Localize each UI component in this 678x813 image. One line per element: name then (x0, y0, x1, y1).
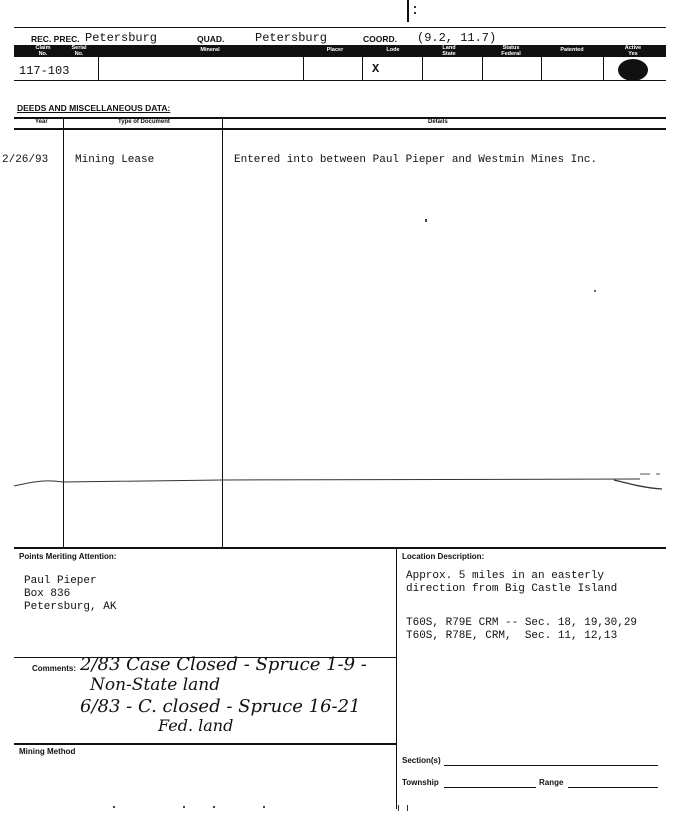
comment-handwriting: Non-State land (90, 675, 221, 695)
row-divider (422, 57, 423, 80)
sections-line[interactable] (444, 765, 658, 766)
location-desc-line: direction from Big Castle Island (406, 583, 618, 595)
mining-method-label: Mining Method (19, 747, 76, 756)
speck (113, 806, 115, 808)
deeds-header-rule (14, 128, 666, 130)
quad-label: QUAD. (197, 34, 225, 44)
comment-handwriting: 6/83 - C. closed - Spruce 16-21 (80, 696, 361, 717)
row-divider (98, 57, 99, 80)
col-year: Year (35, 119, 48, 125)
deed-year: 2/26/93 (2, 154, 49, 166)
rec-prec-label: REC. PREC. (31, 34, 80, 44)
row-divider (541, 57, 542, 80)
claim-serial-value: 117-103 (19, 64, 70, 78)
location-desc-line: Approx. 5 miles in an easterly (406, 570, 605, 582)
township-line[interactable] (444, 787, 536, 788)
speck (414, 6, 416, 8)
col-placer: Placer (326, 47, 344, 53)
col-details: Details (428, 119, 448, 125)
speck (183, 806, 185, 808)
fold-line (0, 470, 678, 494)
location-legal-line: T60S, R78E, CRM, Sec. 11, 12,13 (406, 630, 618, 642)
points-label: Points Meriting Attention: (19, 552, 117, 561)
col-active: Active Yes (624, 45, 642, 57)
speck (594, 290, 596, 292)
col-mineral: Mineral (200, 47, 220, 53)
header-top-rule (14, 27, 666, 28)
range-label: Range (539, 778, 564, 787)
quad-value: Petersburg (255, 31, 328, 45)
location-label: Location Description: (402, 552, 485, 561)
coord-label: COORD. (363, 34, 397, 44)
record-row-bottom (14, 80, 666, 81)
speck (213, 806, 215, 808)
binding-mark (407, 0, 409, 22)
location-legal-line: T60S, R79E CRM -- Sec. 18, 19,30,29 (406, 617, 638, 629)
row-divider (303, 57, 304, 80)
comment-handwriting: Fed. land (158, 716, 234, 735)
active-dot (618, 59, 648, 81)
col-patented: Patented (560, 47, 584, 53)
col-type: Type of Document (118, 119, 170, 125)
deeds-top-rule (14, 117, 666, 119)
coord-value: (9.2, 11.7) (417, 31, 497, 45)
deed-type: Mining Lease (75, 154, 155, 166)
row-divider (603, 57, 604, 80)
speck (398, 805, 408, 811)
col-status-federal: Status Federal (501, 45, 521, 57)
sections-label: Section(s) (402, 756, 441, 765)
comments-label: Comments: (32, 664, 77, 673)
bottom-top-rule (14, 547, 666, 549)
col-serial-no: Serial No. (71, 45, 87, 57)
range-line[interactable] (568, 787, 658, 788)
speck (263, 806, 265, 808)
bottom-center-rule (396, 547, 397, 809)
points-line: Box 836 (24, 588, 71, 600)
col-claim-no: Claim No. (35, 45, 51, 57)
speck (425, 219, 427, 222)
township-label: Township (402, 778, 439, 787)
lode-mark: X (372, 62, 380, 76)
col-lode: Lode (386, 47, 400, 53)
points-line: Petersburg, AK (24, 601, 117, 613)
deeds-title: DEEDS AND MISCELLANEOUS DATA: (17, 103, 171, 113)
row-divider (482, 57, 483, 80)
mining-method-rule (14, 743, 396, 745)
rec-prec-value: Petersburg (85, 31, 158, 45)
speck (414, 12, 416, 14)
deed-details: Entered into between Paul Pieper and Westmin Mines Inc. (234, 154, 598, 166)
row-divider (362, 57, 363, 80)
comment-handwriting: 2/83 Case Closed - Spruce 1-9 - (80, 654, 367, 675)
col-land-state: Land State (442, 45, 456, 57)
points-line: Paul Pieper (24, 575, 97, 587)
